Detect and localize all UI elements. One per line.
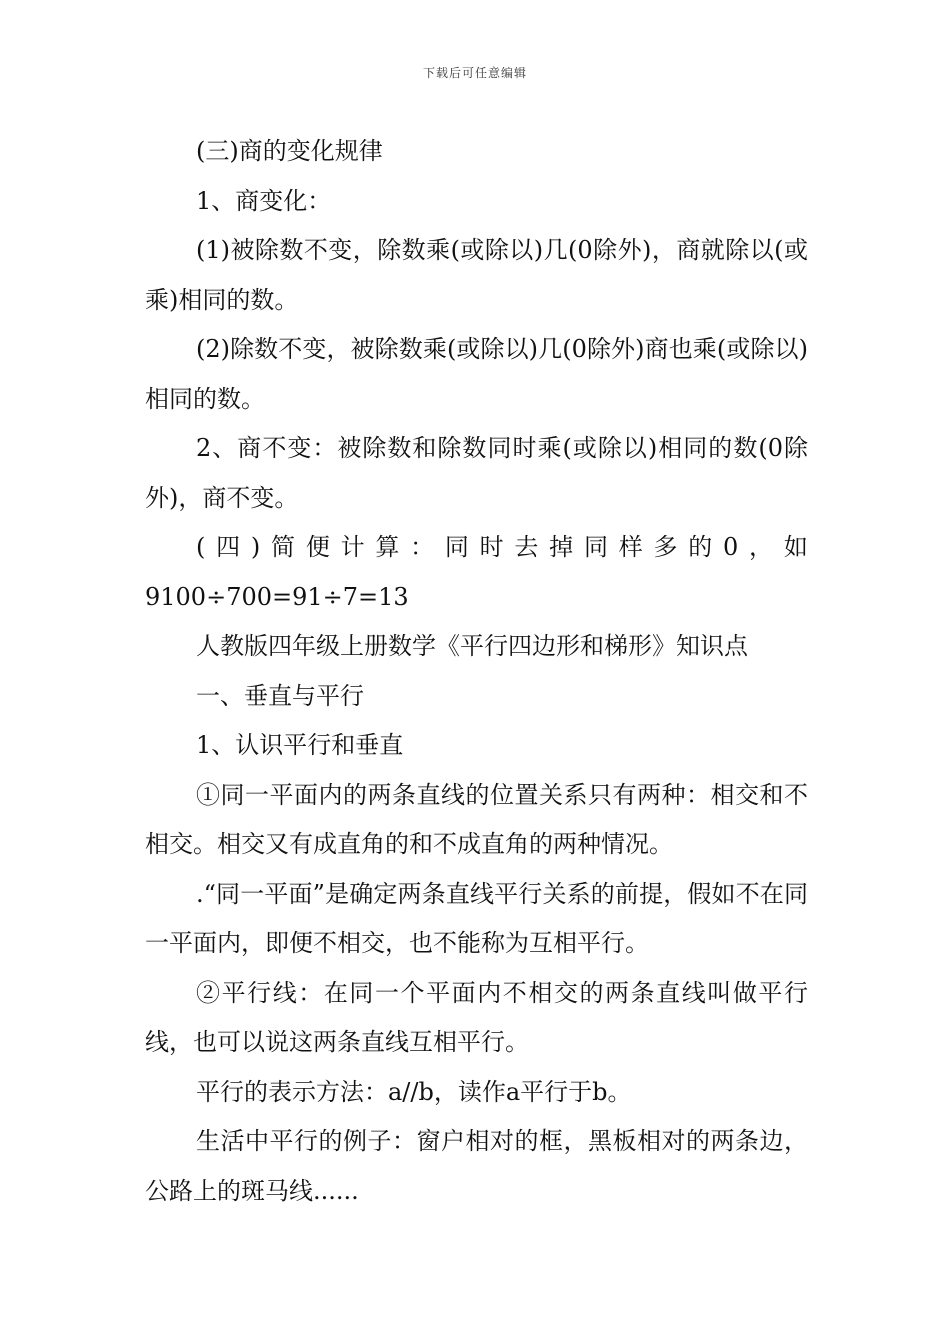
subsection-recognize: 1、认识平行和垂直 — [196, 731, 404, 759]
simple-calc-char: 同 — [444, 533, 469, 561]
simple-calc-char: 简 — [271, 533, 296, 561]
simple-calc-char: 多 — [653, 533, 678, 561]
point-parallel-lines: ②平行线：在同一个平面内不相交的两条直线叫做平行线，也可以说这两条直线互相平行。 — [145, 978, 808, 1056]
simple-calc-char: ) — [250, 533, 261, 561]
rule-quotient-unchanged: 2、商不变：被除数和除数同时乘(或除以)相同的数(0除外)，商不变。 — [145, 434, 808, 512]
simple-calc-char: 掉 — [549, 533, 574, 561]
simple-calc-char: 计 — [340, 533, 365, 561]
page-header: 下载后可任意编辑 — [422, 66, 527, 80]
parallel-examples: 生活中平行的例子：窗户相对的框，黑板相对的两条边，公路上的斑马线...... — [145, 1127, 808, 1205]
simple-calc-char: 0 — [723, 533, 739, 561]
simple-calc-char: 算 — [375, 533, 400, 561]
simple-calc-char: 如 — [783, 533, 808, 561]
simple-calc-char: 样 — [618, 533, 643, 561]
simple-calc-char: 便 — [305, 533, 330, 561]
simple-calc-line — [145, 523, 808, 573]
point-line-relations: ①同一平面内的两条直线的位置关系只有两种：相交和不相交。相交又有成直角的和不成直角的两种情况。 — [145, 780, 808, 858]
rule-divisor-change: (1)被除数不变，除数乘(或除以)几(0除外)，商就除以(或乘)相同的数。 — [145, 236, 808, 314]
document-body — [145, 127, 808, 1216]
subsection-quotient-change: 1、商变化： — [196, 186, 332, 215]
parallel-notation: 平行的表示方法：a//b，读作a平行于b。 — [196, 1077, 632, 1106]
point-same-plane: .“同一平面”是确定两条直线平行关系的前提，假如不在同一平面内，即便不相交，也不能称为互相平行。 — [145, 879, 808, 957]
simple-calc-char: 去 — [514, 533, 539, 561]
simple-calc-char: ： — [410, 533, 435, 561]
section-title-quotient-rules: (三)商的变化规律 — [196, 137, 383, 165]
simple-calc-char: 四 — [216, 533, 241, 561]
simple-calc-char: ， — [749, 533, 774, 561]
simple-calc-char: 的 — [688, 533, 713, 561]
simple-calc-char: 时 — [479, 533, 504, 561]
simple-calc-char: 同 — [583, 533, 608, 561]
section-perpendicular-parallel: 一、垂直与平行 — [196, 681, 364, 710]
simple-calc-char: ( — [196, 533, 206, 561]
rule-dividend-change: (2)除数不变，被除数乘(或除以)几(0除外)商也乘(或除以)相同的数。 — [145, 335, 808, 413]
simple-calc-example: 9100÷700=91÷7=13 — [145, 582, 409, 611]
knowledge-title: 人教版四年级上册数学《平行四边形和梯形》知识点 — [196, 632, 748, 660]
